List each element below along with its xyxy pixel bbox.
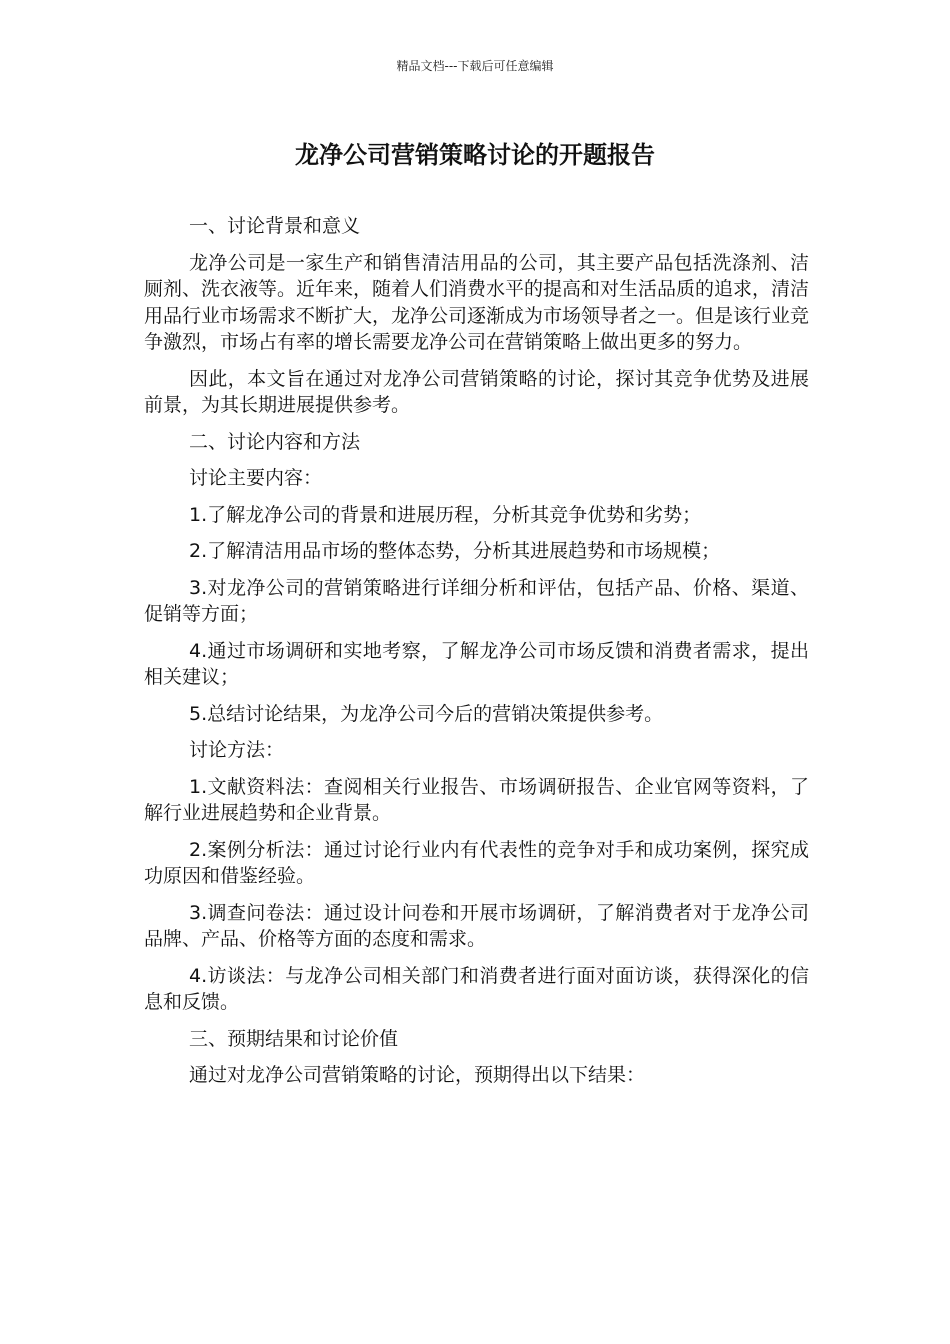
- list-item: 4.访谈法：与龙净公司相关部门和消费者进行面对面访谈，获得深化的信息和反馈。: [144, 964, 809, 1013]
- paragraph-purpose: 因此，本文旨在通过对龙净公司营销策略的讨论，探讨其竞争优势及进展前景，为其长期进展提供参考。: [144, 367, 809, 416]
- page-header: 精品文档---下载后可任意编辑: [396, 59, 554, 73]
- list-item: 4.通过市场调研和实地考察，了解龙净公司市场反馈和消费者需求，提出相关建议；: [144, 639, 809, 688]
- list-item: 2.了解清洁用品市场的整体态势，分析其进展趋势和市场规模；: [189, 540, 721, 562]
- section-heading-content-method: 二、讨论内容和方法: [189, 430, 361, 453]
- subheading-main-content: 讨论主要内容：: [189, 467, 323, 489]
- list-item: 1.文献资料法：查阅相关行业报告、市场调研报告、企业官网等资料，了解行业进展趋势和企业背景。: [144, 775, 809, 824]
- document-title: 龙净公司营销策略讨论的开题报告: [295, 141, 655, 169]
- list-item: 1.了解龙净公司的背景和进展历程，分析其竞争优势和劣势；: [189, 503, 702, 526]
- list-item: 3.调查问卷法：通过设计问卷和开展市场调研，了解消费者对于龙净公司品牌、产品、价格等方面的态度和需求。: [144, 901, 809, 950]
- list-item: 2.案例分析法：通过讨论行业内有代表性的竞争对手和成功案例，探究成功原因和借鉴经验。: [144, 838, 809, 887]
- list-item: 5.总结讨论结果，为龙净公司今后的营销决策提供参考。: [189, 702, 664, 725]
- section-heading-background: 一、讨论背景和意义: [189, 215, 361, 237]
- subheading-methods: 讨论方法：: [189, 739, 285, 761]
- list-item: 3.对龙净公司的营销策略进行详细分析和评估，包括产品、价格、渠道、促销等方面；: [144, 576, 809, 625]
- document-body: [144, 213, 809, 1099]
- paragraph-expected-intro: 通过对龙净公司营销策略的讨论，预期得出以下结果：: [189, 1064, 646, 1086]
- paragraph-company-intro: 龙净公司是一家生产和销售清洁用品的公司，其主要产品包括洗涤剂、洁厕剂、洗衣液等。近年来，随着人们消费水平的提高和对生活品质的追求，清洁用品行业市场需求不断扩大，龙净公司逐渐成为市场领导者之一。但是该行业竞争激烈，市场占有率的增长需要龙净公司在营销策略上做出更多的努力。: [144, 251, 810, 353]
- section-heading-expected-results: 三、预期结果和讨论价值: [189, 1027, 399, 1050]
